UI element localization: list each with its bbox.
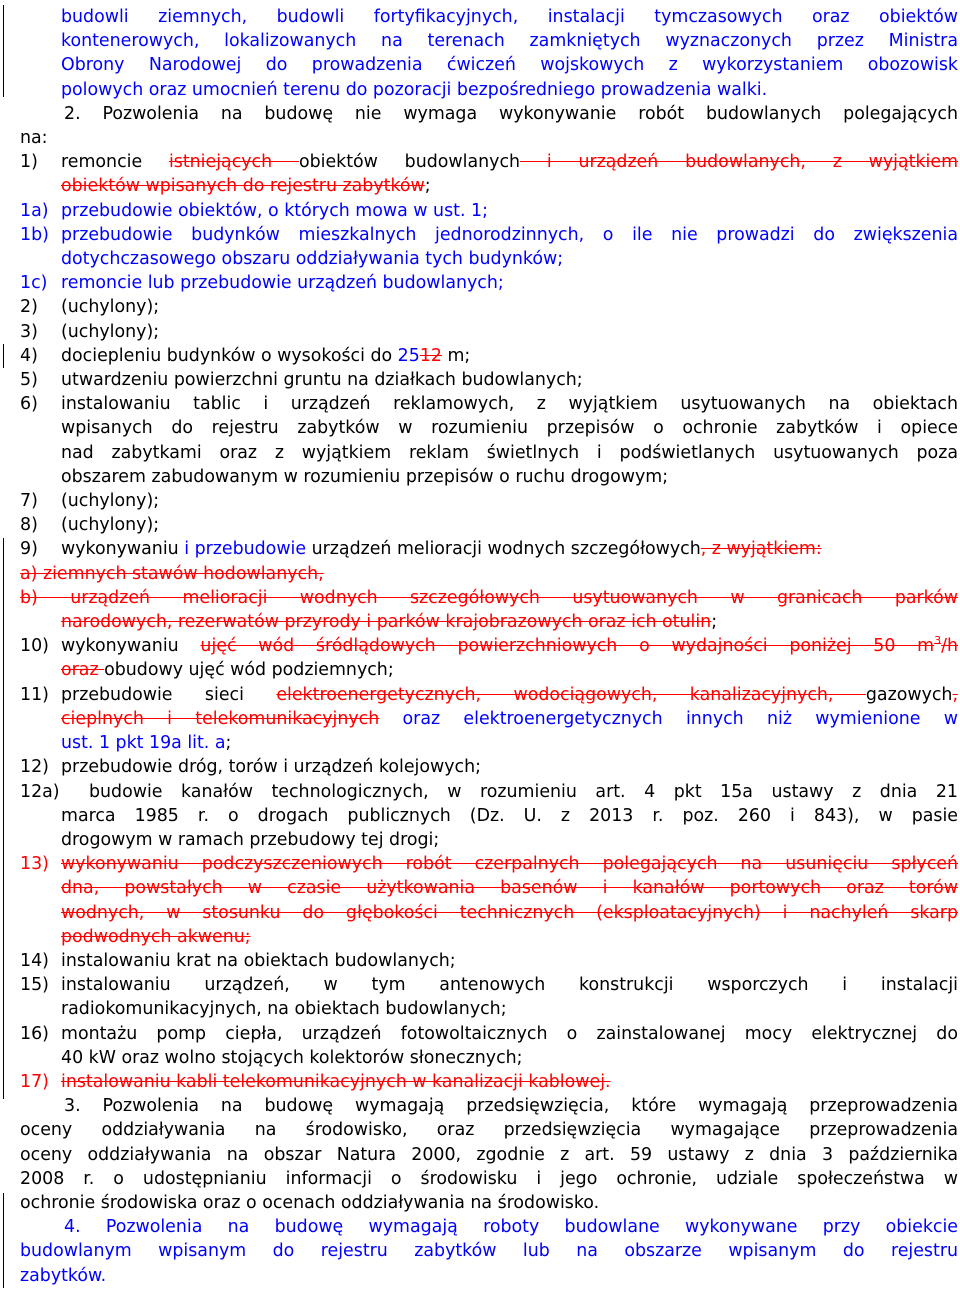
revision-bar-s4 (3, 1193, 4, 1288)
section-2 (20, 102, 958, 150)
list-item-12a: 12a) budowie kanałów technologicznych, w rozumieniu art. 4 pkt 15a ustawy z dnia 21 marca 1985 r. o drogach publicznych (Dz. U. z 2013 r. poz. 260 i 843), w pasie drogowym w ramach przebudowy tej drogi; (20, 781, 958, 850)
document-page (20, 5, 958, 1288)
list-item-14: 14) instalowaniu krat na obiektach budowlanych; (20, 950, 456, 971)
section-2-line: na: (20, 128, 48, 149)
revision-bar-top (3, 5, 4, 97)
list-item-1b: 1b) przebudowie budynków mieszkalnych jednorodzinnych, o ile nie prowadzi do zwiększenia dotychczasowego obszaru oddziaływania tych budynków; (20, 224, 958, 270)
revision-bar-item17 (3, 1075, 4, 1099)
section-4: 4. Pozwolenia na budowę wymagają roboty budowlane wykonywane przy obiekcie budowlanym wpisanym do rejestru zabytków lub na obszarze wpisanym do rejestru zabytków. (20, 1217, 958, 1286)
revision-bar-item9 (3, 538, 4, 1078)
section-3: 3. Pozwolenia na budowę wymagają przedsięwzięcia, które wymagają przeprowadzenia oceny oddziaływania na środowisko, oraz przedsięwzięcia wymagające przeprowadzenia oceny oddziaływania na obszar Natura 2000, zgodnie z art. 59 ustawy z dnia 3 października 2008 r. o udostępnianiu informacji o środowisku i jego ochronie, udziale społeczeństwa w ochronie środowiska oraz o ocenach oddziaływania na środowisko. (20, 1096, 958, 1213)
intro-line: Obrony Narodowej do prowadzenia ćwiczeń wojskowych z wykorzystaniem obozowisk (61, 55, 958, 76)
list-item-17: 17) instalowaniu kabli telekomunikacyjnych w kanalizacji kablowej. (20, 1071, 611, 1092)
list-item-12: 12) przebudowie dróg, torów i urządzeń kolejowych; (20, 757, 481, 778)
list-item-16: 16) montażu pomp ciepła, urządzeń fotowoltaicznych o zainstalowanej mocy elektrycznej do 40 kW oraz wolno stojących kolektorów słonecznych; (20, 1023, 958, 1068)
list-item-9b: b) urządzeń melioracji wodnych szczegółowych usytuowanych w granicach parków narodowych, rezerwatów przyrody i parków krajobrazowych oraz ich otulin; (20, 587, 958, 633)
intro-line: budowli ziemnych, budowli fortyfikacyjnych, instalacji tymczasowych oraz obiektów (61, 7, 958, 27)
list-item-8: 8) (uchylony); (20, 515, 160, 536)
list-item-3: 3) (uchylony); (20, 321, 160, 342)
revision-bar-item4 (3, 344, 4, 368)
intro-line: kontenerowych, lokalizowanych na terenach zamkniętych wyznaczonych przez Ministra (61, 31, 958, 52)
intro-line: polowych oraz umocnień terenu do pozoracji bezpośredniego prowadzenia walki. (61, 79, 768, 100)
list-item-7: 7) (uchylony); (20, 491, 160, 512)
list-item-9: 9) wykonywaniu i przebudowie urządzeń melioracji wodnych szczegółowych, z wyjątkiem: (20, 539, 822, 560)
list-item-2: 2) (uchylony); (20, 297, 160, 318)
section-2-line: 2. Pozwolenia na budowę nie wymaga wykonywanie robót budowlanych polegających (64, 103, 958, 124)
list-item-1a: 1a) przebudowie obiektów, o których mowa w ust. 1; (20, 200, 488, 221)
list-item-13: 13) wykonywaniu podczyszczeniowych robót czerpalnych polegających na usunięciu spłyceń dna, powstałych w czasie użytkowania basenów i kanałów portowych oraz torów wodnych, w stosunku do głębokości technicznych (eksploatacyjnych) i nachyleń skarp podwodnych akwenu; (20, 854, 958, 947)
list-item-4: 4) dociepleniu budynków o wysokości do 2512 m; (20, 345, 471, 366)
list-item-1: 1) remoncie istniejących obiektów budowlanych i urządzeń budowlanych, z wyjątkiem obiektów wpisanych do rejestru zabytków; (20, 152, 959, 197)
list-item-1c: 1c) remoncie lub przebudowie urządzeń budowlanych; (20, 273, 504, 294)
list-item-9a: a) ziemnych stawów hodowlanych, (20, 563, 324, 584)
list-item-10: 10) wykonywaniu ujęć wód śródlądowych powierzchniowych o wydajności poniżej 50 $m^3/h$ oraz obudowy ujęć wód podziemnych; (20, 634, 958, 681)
list-item-5: 5) utwardzeniu powierzchni gruntu na działkach budowlanych; (20, 370, 583, 391)
list-item-6: 6) instalowaniu tablic i urządzeń reklamowych, z wyjątkiem usytuowanych na obiektach wpisanych do rejestru zabytków w rozumieniu przepisów o ochronie zabytków i opiece nad zabytkami oraz z wyjątkiem reklam świetlnych i podświetlanych usytuowanych poza obszarem zabudowanym w rozumieniu przepisów o ruchu drogowym; (20, 394, 958, 487)
intro-paragraph (20, 5, 958, 102)
list-item-15: 15) instalowaniu urządzeń, w tym antenowych konstrukcji wsporczych i instalacji radiokomunikacyjnych, na obiektach budowlanych; (20, 975, 958, 1020)
list-item-11: 11) przebudowie sieci elektroenergetycznych, wodociągowych, kanalizacyjnych, gazowych, cieplnych i telekomunikacyjnych oraz elektroenergetycznych innych niż wymienione w ust. 1 pkt 19a lit. a; (20, 684, 958, 754)
